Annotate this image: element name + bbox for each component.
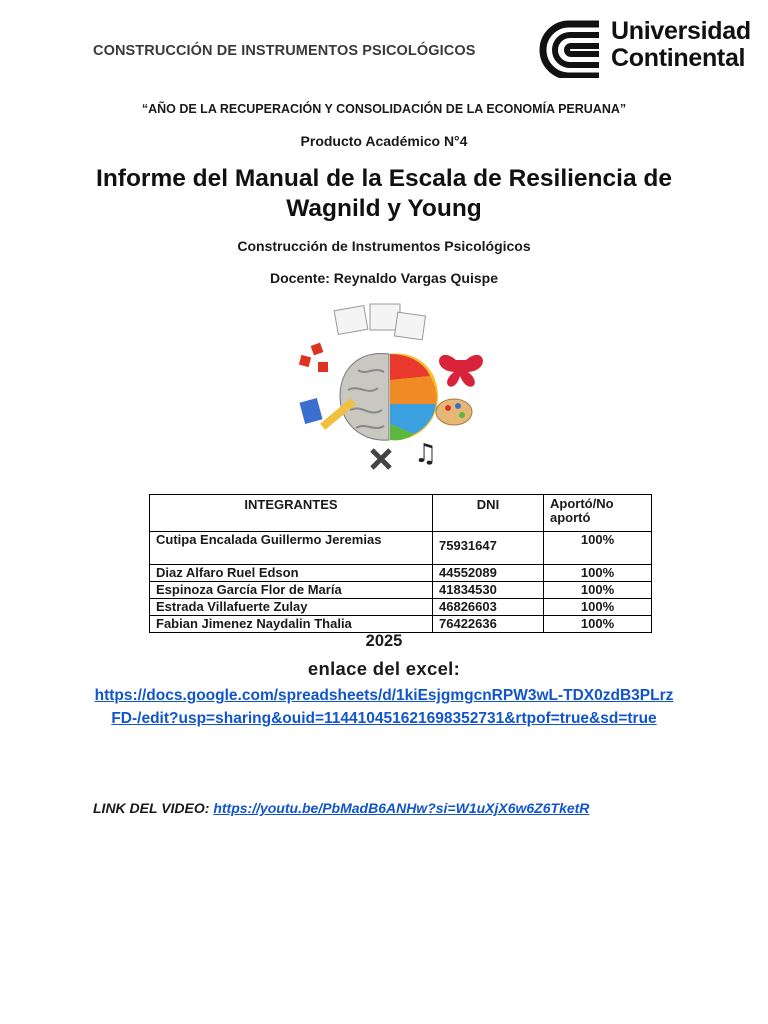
logo-wordmark — [611, 18, 751, 72]
member-contribution: 100% — [544, 582, 652, 599]
member-name: Espinoza García Flor de María — [150, 582, 433, 599]
table-row — [150, 582, 652, 599]
table-row — [150, 532, 652, 565]
logo-line-2: Continental — [611, 44, 746, 72]
continental-logo-icon — [539, 20, 603, 78]
video-link-line — [93, 800, 589, 816]
members-table — [149, 494, 652, 633]
product-number: Producto Académico N°4 — [300, 133, 468, 149]
header-dni: DNI — [433, 495, 544, 532]
excel-link-label: enlace del excel: — [307, 658, 461, 679]
year-motto: “AÑO DE LA RECUPERACIÓN Y CONSOLIDACIÓN DE LA ECONOMÍA PERUANA” — [141, 102, 627, 116]
member-name: Estrada Villafuerte Zulay — [150, 599, 433, 616]
member-dni: 46826603 — [433, 599, 544, 616]
table-row — [150, 616, 652, 633]
document-title: Informe del Manual de la Escala de Resiliencia de Wagnild y Young — [96, 165, 672, 222]
member-dni: 76422636 — [433, 616, 544, 633]
video-link-label: LINK DEL VIDEO: — [93, 800, 210, 816]
member-name: Cutipa Encalada Guillermo Jeremias — [150, 532, 433, 565]
logo-line-1: Universidad — [611, 17, 751, 45]
year-label: 2025 — [365, 632, 403, 650]
brain-illustration — [278, 300, 500, 472]
member-dni: 75931647 — [433, 532, 544, 565]
member-contribution: 100% — [544, 565, 652, 582]
university-logo — [539, 17, 754, 78]
excel-link[interactable]: https://docs.google.com/spreadsheets/d/1kiEsjgmgcnRPW3wL-TDX0zdB3PLrzFD-/edit?usp=sharing&ouid=114410451621698352731&rtpof=true&sd=true — [94, 687, 674, 727]
member-contribution: 100% — [544, 616, 652, 633]
member-name: Diaz Alfaro Ruel Edson — [150, 565, 433, 582]
table-row — [150, 599, 652, 616]
member-dni: 41834530 — [433, 582, 544, 599]
teacher-name: Docente: Reynaldo Vargas Quispe — [270, 270, 498, 286]
member-contribution: 100% — [544, 599, 652, 616]
table-row — [150, 565, 652, 582]
header-aporto: Aportó/No aportó — [544, 495, 652, 532]
video-link[interactable]: https://youtu.be/PbMadB6ANHw?si=W1uXjX6w6Z6TketR — [213, 800, 590, 816]
table-header-row — [150, 495, 652, 532]
course-name: Construcción de Instrumentos Psicológicos — [237, 238, 531, 254]
header-integrantes: INTEGRANTES — [150, 495, 433, 532]
member-contribution: 100% — [544, 532, 652, 565]
header-course-title: CONSTRUCCIÓN DE INSTRUMENTOS PSICOLÓGICOS — [93, 43, 476, 59]
member-dni: 44552089 — [433, 565, 544, 582]
svg-text:♫: ♫ — [414, 439, 438, 469]
member-name: Fabian Jimenez Naydalin Thalia — [150, 616, 433, 633]
